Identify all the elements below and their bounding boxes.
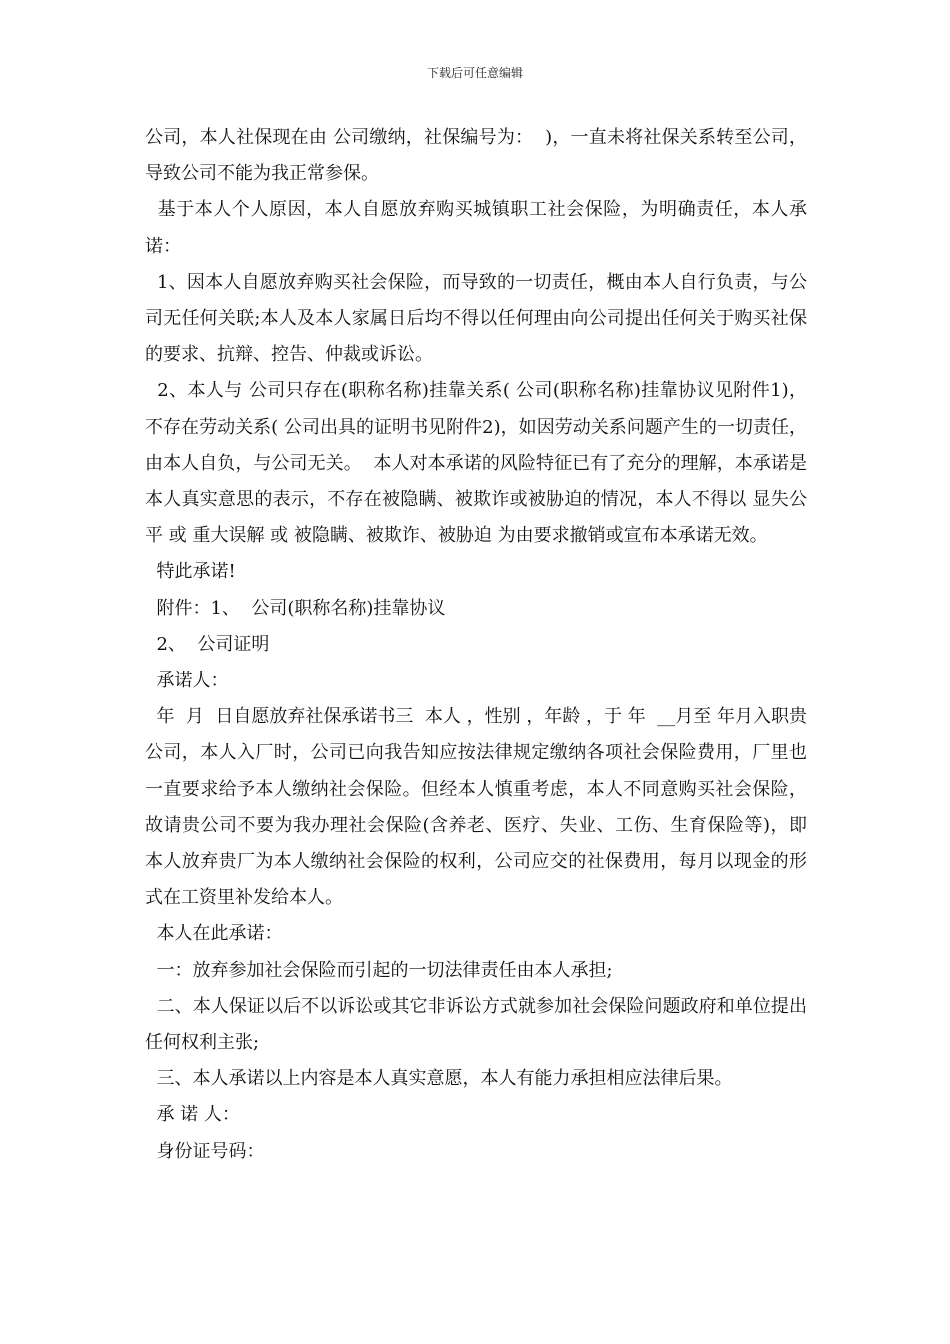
paragraph-promisor: 承诺人： (145, 670, 229, 692)
page-header: 下载后可任意编辑 (426, 66, 523, 80)
signature-promisor: 承 诺 人： (145, 1104, 240, 1126)
paragraph-commitment-1: 1、因本人自愿放弃购买社会保险，而导致的一切责任，概由本人自行负责，与公司无任何关联;本人及本人家属日后均不得以任何理由向公司提出任何关于购买社保的要求、抗辩、控告、仲裁或诉讼。 (145, 271, 807, 366)
signature-id-number: 身份证号码： (145, 1140, 265, 1162)
paragraph-reason: 基于本人个人原因，本人自愿放弃购买城镇职工社会保险，为明确责任，本人承诺： (145, 199, 807, 257)
paragraph-attachment-1: 附件：1、 公司(职称名称)挂靠协议 (145, 597, 446, 619)
paragraph-item-two: 二、本人保证以后不以诉讼或其它非诉讼方式就参加社会保险问题政府和单位提出任何权利主张; (145, 995, 807, 1054)
paragraph-item-one: 一：放弃参加社会保险而引起的一切法律责任由本人承担; (145, 959, 613, 981)
document-body (145, 120, 807, 1170)
paragraph-item-three: 三、本人承诺以上内容是本人真实意愿，本人有能力承担相应法律后果。 (145, 1068, 733, 1090)
paragraph-hereby: 本人在此承诺： (145, 923, 283, 945)
paragraph-attachment-2: 2、 公司证明 (145, 633, 270, 655)
paragraph-commitment-2: 2、本人与 公司只存在(职称名称)挂靠关系( 公司(职称名称)挂靠协议见附件1)，不存在劳动关系( 公司出具的证明书见附件2)，如因劳动关系问题产生的一切责任，由本人自负，与公司无关。 本人对本承诺的风险特征已有了充分的理解，本承诺是本人真实意思的表示，不存在被隐瞒、被欺诈或被胁迫的情况，本人不得以 显失公平 或 重大误解 或 被隐瞒、被欺诈、被胁迫 为由要求撤销或宣布本承诺无效。 (145, 380, 807, 547)
paragraph-special-commitment: 特此承诺! (145, 561, 236, 583)
paragraph-intro: 公司，本人社保现在由 公司缴纳，社保编号为： )，一直未将社保关系转至公司，导致公司不能为我正常参保。 (145, 127, 807, 185)
paragraph-letter-three: 年 月 日自愿放弃社保承诺书三 本人 ，性别 ，年龄 ，于 年 __月至 年月入职贵公司，本人入厂时，公司已向我告知应按法律规定缴纳各项社会保险费用，厂里也一直要求给予本人缴纳社会保险。但经本人慎重考虑，本人不同意购买社会保险，故请贵公司不要为我办理社会保险(含养老、医疗、失业、工伤、生育保险等)，即本人放弃贵厂为本人缴纳社会保险的权利，公司应交的社保费用，每月以现金的形式在工资里补发给本人。 (145, 706, 807, 909)
